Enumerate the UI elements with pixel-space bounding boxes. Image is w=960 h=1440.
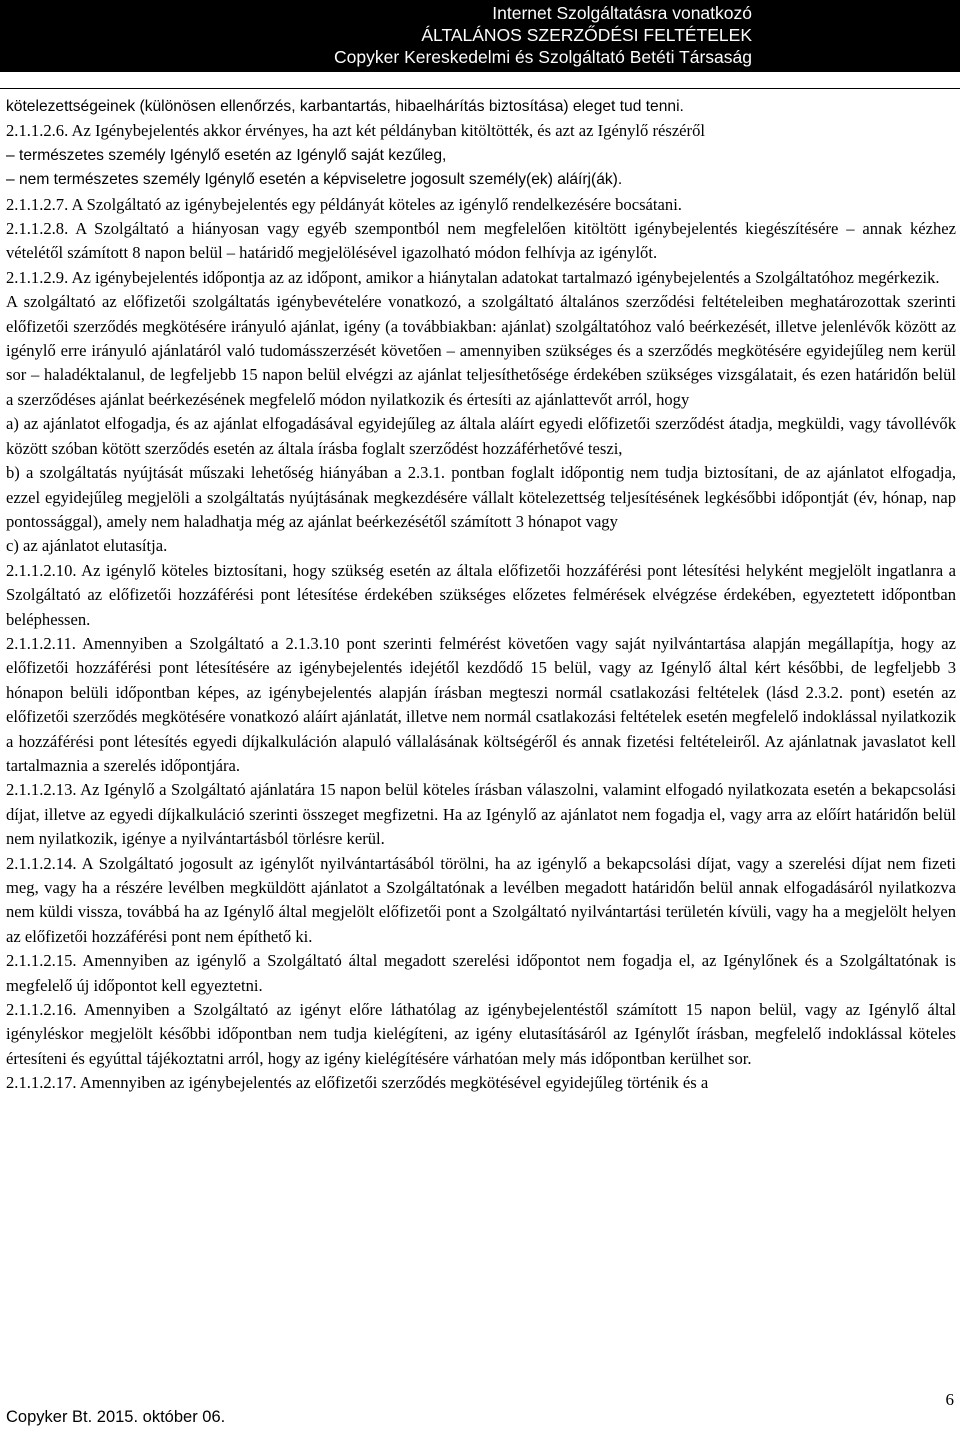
paragraph: b) a szolgáltatás nyújtását műszaki lehetőség hiányában a 2.3.1. pontban foglalt időpontig nem tudja biztosítani, de az ajánlatot elfogadja, ezzel egyidejűleg megjelöli a szolgáltatás nyújtásának megkezdésére vállalt kötelezettség teljesítésének legkésőbbi időpontját (év, hónap, nap pontossággal), amely nem haladhatja még az ajánlat beérkezésétől számított 3 hónapot vagy: [6, 463, 956, 531]
paragraph: 2.1.1.2.13. Az Igénylő a Szolgáltató ajánlatára 15 napon belül köteles írásban válaszolni, valamint elfogadó nyilatkozata esetén a bekapcsolási díjat, illetve az egyedi díjkalkuláció szerinti összeget megfizetni. Ha az Igénylő az ajánlatot nem fogadja el, vagy arra az előírt határidőn belül nem nyilatkozik, igénye a nyilvántartásból törlésre kerül.: [6, 780, 956, 849]
paragraph: 2.1.1.2.8. A Szolgáltató a hiányosan vagy egyéb szempontból nem megfelelően kitöltött igénybejelentés kiegészítésére – annak kézhez vételétől számított 8 napon belül – határidő megjelölésével igazolható módon felhívja az igénylőt.: [6, 219, 956, 263]
paragraph: – nem természetes személy Igénylő esetén a képviseletre jogosult személy(ek) aláírj(ák).: [6, 171, 623, 189]
document-header: [0, 0, 960, 72]
page-number: 6: [945, 1390, 954, 1409]
paragraph: 2.1.1.2.14. A Szolgáltató jogosult az igénylőt nyilvántartásából törölni, ha az igénylő a bekapcsolási díjat, vagy a szerelési díjat nem fizeti meg, vagy ha a részére levélben megküldött ajánlatot a Szolgáltatónak a levélben megadott határidőn belül annak elfogadásáról nyilatkozva nem küldi vissza, továbbá ha az Igénylő által megjelölt előfizetői pont a Szolgáltató nyilvántartási területén kívüli, vagy ha a megjelölt helyen az előfizetői hozzáférési pont nem építhető ki.: [6, 853, 956, 946]
header-title-line-1: Internet Szolgáltatásra vonatkozó: [492, 3, 752, 23]
header-divider: [0, 88, 960, 89]
paragraph: 2.1.1.2.7. A Szolgáltató az igénybejelentés egy példányát köteles az igénylő rendelkezésére bocsátani.: [6, 194, 682, 214]
paragraph: 2.1.1.2.17. Amennyiben az igénybejelentés az előfizetői szerződés megkötésével egyidejűleg történik és a: [6, 1073, 709, 1093]
document-body: [6, 95, 956, 1096]
paragraph: 2.1.1.2.9. Az igénybejelentés időpontja az az időpont, amikor a hiánytalan adatokat tartalmazó igénybejelentés a Szolgáltatóhoz megérkezik.: [6, 267, 940, 287]
document-footer: Copyker Bt. 2015. október 06.: [6, 1408, 226, 1426]
header-title-line-2: ÁLTALÁNOS SZERZŐDÉSI FELTÉTELEK: [421, 25, 752, 45]
paragraph: 2.1.1.2.10. Az igénylő köteles biztosítani, hogy szükség esetén az általa előfizetői hozzáférési pont létesítési helyként megjelölt ingatlanra a Szolgáltató az előfizetői hozzáférési pont létesítése érdekében szükséges előzetes felmérések elvégzése érdekében, egyeztetett időpontban beléphessen.: [6, 560, 956, 629]
paragraph: – természetes személy Igénylő esetén az Igénylő saját kezűleg,: [6, 146, 447, 164]
paragraph: 2.1.1.2.16. Amennyiben a Szolgáltató az igényt előre láthatólag az igénybejelentéstől számított 15 napon belül, vagy az Igénylő által igényléskor megjelölt későbbi időpontban nem tudja kielégíteni, az igény elutasításáról az Igénylőt írásban, megfelelő indoklással köteles értesíteni és egyúttal tájékoztatni arról, hogy az igény kielégítésére várhatóan mely más időpontban kerülhet sor.: [6, 1000, 956, 1068]
paragraph: 2.1.1.2.11. Amennyiben a Szolgáltató a 2.1.3.10 pont szerinti felmérést követően vagy saját nyilvántartása alapján megállapítja, hogy az előfizetői hozzáférési pont létesítésére az igénybejelentés idejétől kezdődő 15 belül, vagy az Igénylő által kért későbbi, de legfeljebb 3 hónapon belüli időpontban képes, az igénybejelentés alapján írásban megteszi normál csatlakozási feltételek (lásd 2.3.2. pont) esetén az előfizetői szerződés megkötésére vonatkozó aláírt ajánlatát, illetve nem normál csatlakozási feltételek esetén megfelelő indoklással nyilatkozik a hozzáférési pont létesítés egyedi díjkalkuláción alapuló vállalásának költségéről és annak fizetési feltételeiről. Az ajánlatnak javaslatot kell tartalmaznia a szerelés időpontjára.: [6, 633, 956, 775]
paragraph: 2.1.1.2.6. Az Igénybejelentés akkor érvényes, ha azt két példányban kitöltötték, és azt az Igénylő részéről: [6, 121, 705, 141]
paragraph: a) az ajánlatot elfogadja, és az ajánlat elfogadásával egyidejűleg az általa aláírt egyedi előfizetői szerződést átadja, megküldi, vagy távollévők között szóban kötött szerződés esetén az általa írásba foglalt szerződést hozzáférhetővé teszi,: [6, 414, 956, 458]
paragraph: A szolgáltató az előfizetői szolgáltatás igénybevételére vonatkozó, a szolgáltató általános szerződési feltételeiben meghatározottak szerinti előfizetői szerződés megkötésére irányuló ajánlat, igény (a továbbiakban: ajánlat) szolgáltatóhoz való beérkezését, illetve jelenlévők között az igénylő erre irányuló ajánlatáról való tudomásszerzését követően – amennyiben szükséges és a szerződés megkötésére egyidejűleg nem kerül sor – haladéktalanul, de legfeljebb 15 napon belül elvégzi az ajánlat teljesíthetősége érdekében szükséges vizsgálatait, és ezen határidőn belül a szerződéses ajánlat beérkezésének megfelelő módon nyilatkozik és értesíti az ajánlattevőt arról, hogy: [6, 292, 956, 409]
paragraph: 2.1.1.2.15. Amennyiben az igénylő a Szolgáltató által megadott szerelési időpontot nem fogadja el, az Igénylőnek és a Szolgáltatónak is megfelelő új időpontot kell egyeztetni.: [6, 951, 956, 995]
paragraph: kötelezettségeinek (különösen ellenőrzés, karbantartás, hibaelhárítás biztosítása) eleget tud tenni.: [6, 98, 684, 115]
header-company-name: Copyker Kereskedelmi és Szolgáltató Betéti Társaság: [334, 47, 752, 67]
paragraph: c) az ajánlatot elutasítja.: [6, 536, 168, 556]
